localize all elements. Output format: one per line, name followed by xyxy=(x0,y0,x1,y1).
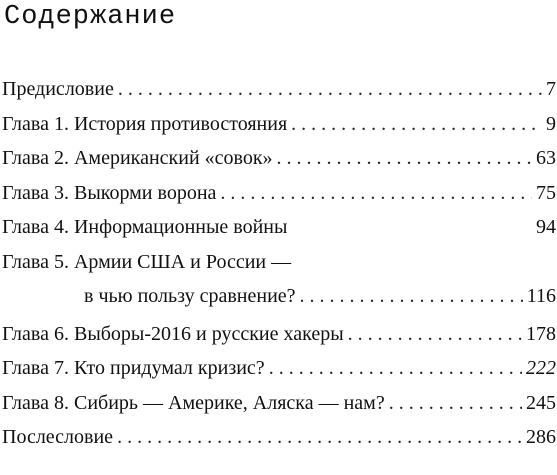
toc-entry-page: 9 xyxy=(546,112,556,135)
table-of-contents xyxy=(2,74,556,457)
toc-entry-label: Глава 8. Сибирь — Америке, Аляска — нам? xyxy=(2,391,385,414)
toc-entry-label: Глава 1. История противостояния xyxy=(2,112,288,135)
dot-leader xyxy=(118,74,542,104)
toc-entry-chapter-2[interactable] xyxy=(2,143,556,178)
toc-entry-chapter-7[interactable] xyxy=(2,353,556,388)
toc-entry-chapter-3[interactable] xyxy=(2,178,556,213)
dot-leader xyxy=(117,422,522,452)
toc-entry-page: 7 xyxy=(546,78,556,100)
toc-entry-label: Глава 6. Выборы-2016 и русские хакеры xyxy=(2,322,344,345)
toc-entry-label: Глава 7. Кто придумал кризис? xyxy=(2,357,265,379)
toc-entry-label: Глава 4. Информационные войны xyxy=(2,216,288,238)
toc-entry-page: 63 xyxy=(536,147,556,169)
page-title: Содержание xyxy=(4,2,177,32)
toc-entry-page: 116 xyxy=(526,284,556,307)
dot-leader xyxy=(269,353,522,383)
toc-entry-page: 75 xyxy=(536,181,556,204)
toc-entry-line-2 xyxy=(2,281,556,315)
toc-entry-page: 94 xyxy=(536,216,556,238)
toc-entry-preface[interactable] xyxy=(2,74,556,109)
dot-leader xyxy=(291,109,542,139)
toc-entry-chapter-4[interactable] xyxy=(2,212,556,247)
toc-entry-line-1 xyxy=(2,247,556,281)
toc-entry-label: Предисловие xyxy=(2,78,114,100)
toc-entry-chapter-1[interactable] xyxy=(2,109,556,144)
dot-leader xyxy=(220,178,532,208)
toc-entry-chapter-5[interactable] xyxy=(2,247,556,319)
toc-entry-chapter-8[interactable] xyxy=(2,388,556,423)
toc-entry-label: Глава 5. Армии США и России — xyxy=(2,250,292,273)
toc-entry-afterword[interactable] xyxy=(2,422,556,457)
dot-leader xyxy=(300,281,523,311)
toc-entry-label-continued: в чью пользу сравнение? xyxy=(84,284,296,307)
toc-entry-page: 178 xyxy=(526,322,556,345)
toc-entry-page: 222 xyxy=(526,357,556,379)
dot-leader xyxy=(348,319,522,349)
toc-entry-chapter-6[interactable] xyxy=(2,319,556,354)
dot-leader xyxy=(277,143,532,173)
toc-entry-page: 245 xyxy=(526,391,556,414)
toc-entry-label: Глава 3. Выкорми ворона xyxy=(2,181,217,204)
toc-entry-page: 286 xyxy=(526,426,556,448)
toc-entry-label: Послесловие xyxy=(2,426,114,448)
dot-leader xyxy=(389,388,522,418)
toc-entry-label: Глава 2. Американский «совок» xyxy=(2,147,273,169)
